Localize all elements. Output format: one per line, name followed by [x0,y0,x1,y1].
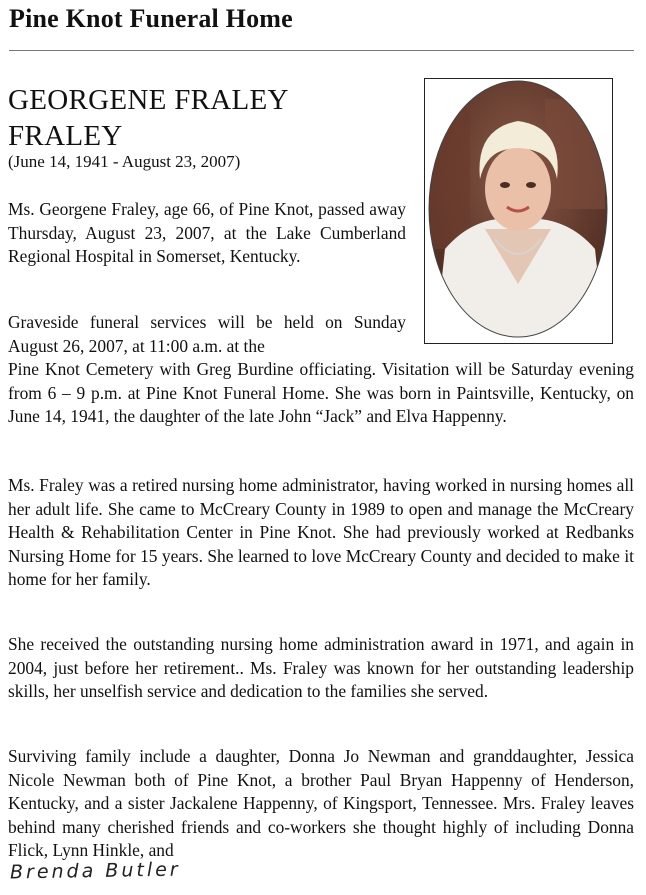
paragraph-services-part1: Graveside funeral services will be held on Sunday August 26, 2007, at 11:00 a.m. at the [8,312,406,356]
paragraph-passing: Ms. Georgene Fraley, age 66, of Pine Knot, passed away Thursday, August 23, 2007, at the Lake Cumberland Regional Hospital in Somerset, Kentucky. [8,199,406,267]
portrait-image [425,79,612,343]
deceased-name [8,82,289,154]
paragraph-career: Ms. Fraley was a retired nursing home administrator, having worked in nursing homes all her adult life. She came to McCreary County in 1989 to open and manage the McCreary Health & Rehabilitation Center in Pine Knot. She had previously worked at Redbanks Nursing Home for 15 years. She learned to love McCreary County and decided to make it home for her family. [8,475,634,590]
portrait-photo [424,78,613,344]
header-divider [9,50,634,51]
handwritten-note: Brenda Butler [9,858,181,884]
paragraph-survivors: Surviving family include a daughter, Donna Jo Newman and granddaughter, Jessica Nicole Newman both of Pine Knot, a brother Paul Bryan Happenny of Henderson, Kentucky, and a sister Jackalene Happenny, of Kingsport, Tennessee. Mrs. Fraley leaves behind many cherished friends and co-workers she thought highly of including Donna Flick, Lynn Hinkle, and [8,746,634,861]
life-dates: (June 14, 1941 - August 23, 2007) [8,152,241,171]
deceased-name-line2: FRALEY [8,120,123,152]
page-header-title: Pine Knot Funeral Home [9,4,293,33]
paragraph-services-part2: Pine Knot Cemetery with Greg Burdine officiating. Visitation will be Saturday evening from 6 – 9 p.m. at Pine Knot Funeral Home. She was born in Paintsville, Kentucky, on June 14, 1941, the daughter of the late John “Jack” and Elva Happenny. [8,359,634,427]
deceased-name-line1: GEORGENE FRALEY [8,84,289,116]
paragraph-awards: She received the outstanding nursing home administration award in 1971, and again in 2004, just before her retirement.. Ms. Fraley was known for her outstanding leadership skills, her unselfish service and dedication to the families she served. [8,634,634,702]
